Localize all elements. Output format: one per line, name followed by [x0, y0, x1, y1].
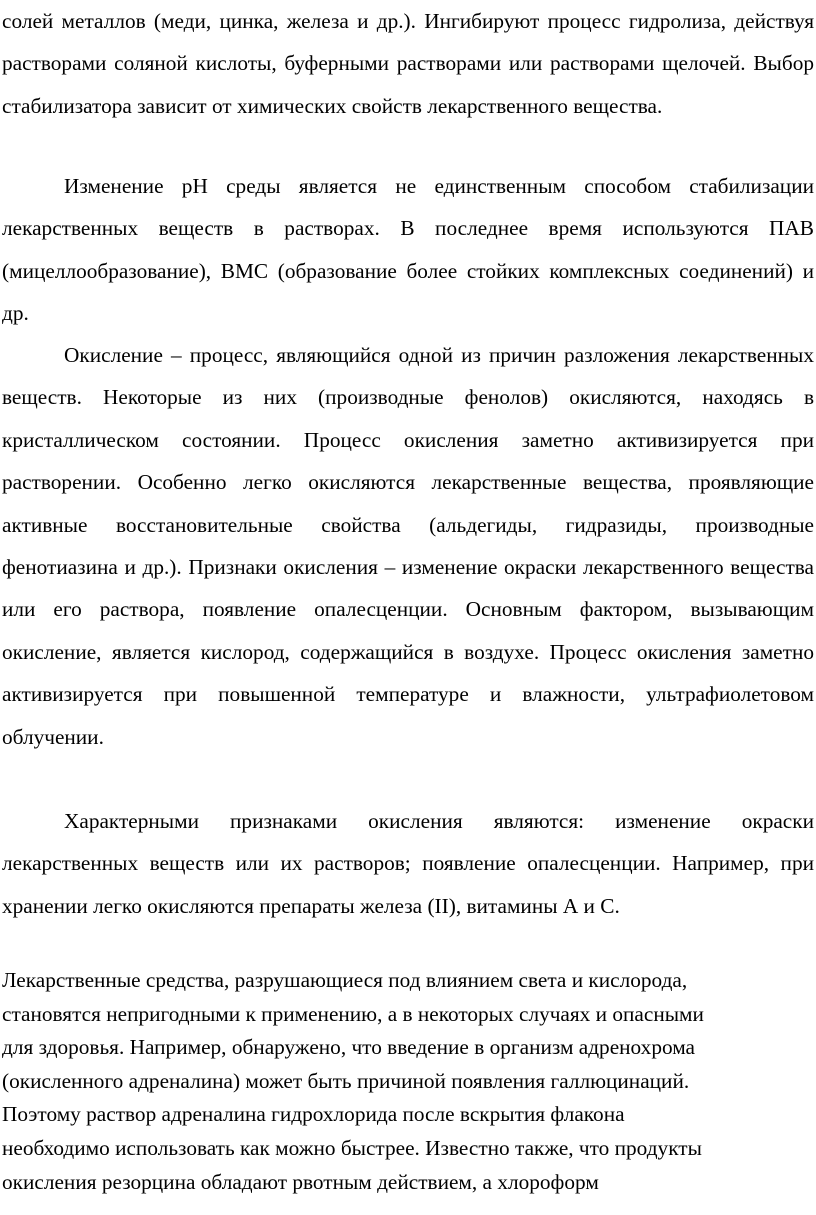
text-line: (окисленного адреналина) может быть причиной появления галлюцинаций. — [2, 1068, 690, 1093]
paragraph-oxidation: Окисление – процесс, являющийся одной из причин разложения лекарственных веществ. Некоторые из них (производные фенолов) окисляются, находясь в кристаллическом состоянии. Процесс окисления заметно активизируется при растворении. Особенно легко окисляются лекарственные вещества, проявляющие активные восстановительные свойства (альдегиды, гидразиды, производные фенотиазина и др.). Признаки окисления – изменение окраски лекарственного вещества или его раствора, появление опалесценции. Основным фактором, вызывающим окисление, является кислород, содержащийся в воздухе. Процесс окисления заметно активизируется при повышенной температуре и влажности, ультрафиолетовом облучении. — [2, 343, 814, 749]
text-line: Поэтому раствор адреналина гидрохлорида после вскрытия флакона — [2, 1102, 625, 1127]
paragraph-light-oxygen-degradation — [0, 964, 816, 1199]
paragraph-ph-stabilization: Изменение рН среды является не единственным способом стабилизации лекарственных веществ в растворах. В последнее время используются ПАВ (мицеллообразование), ВМС (образование более стойких комплексных соединений) и др. — [2, 174, 814, 326]
text-line: необходимо использовать как можно быстрее. Известно также, что продукты — [2, 1135, 702, 1160]
text-line: окисления резорцина обладают рвотным действием, а хлороформ — [2, 1169, 599, 1194]
paragraph-oxidation-signs: Характерными признаками окисления являются: изменение окраски лекарственных веществ или их растворов; появление опалесценции. Например, при хранении легко окисляются препараты железа (II), витамины А и С. — [2, 809, 814, 918]
paragraph-hydrolysis-stabilizers: солей металлов (меди, цинка, железа и др.). Ингибируют процесс гидролиза, действуя растворами соляной кислоты, буферными растворами или растворами щелочей. Выбор стабилизатора зависит от химических свойств лекарственного вещества. — [2, 9, 814, 118]
text-line: Лекарственные средства, разрушающиеся под влиянием света и кислорода, — [2, 968, 688, 992]
text-line: для здоровья. Например, обнаружено, что введение в организм адренохрома — [2, 1035, 696, 1060]
text-line: становятся непригодными к применению, а в некоторых случаях и опасными — [2, 1001, 704, 1026]
